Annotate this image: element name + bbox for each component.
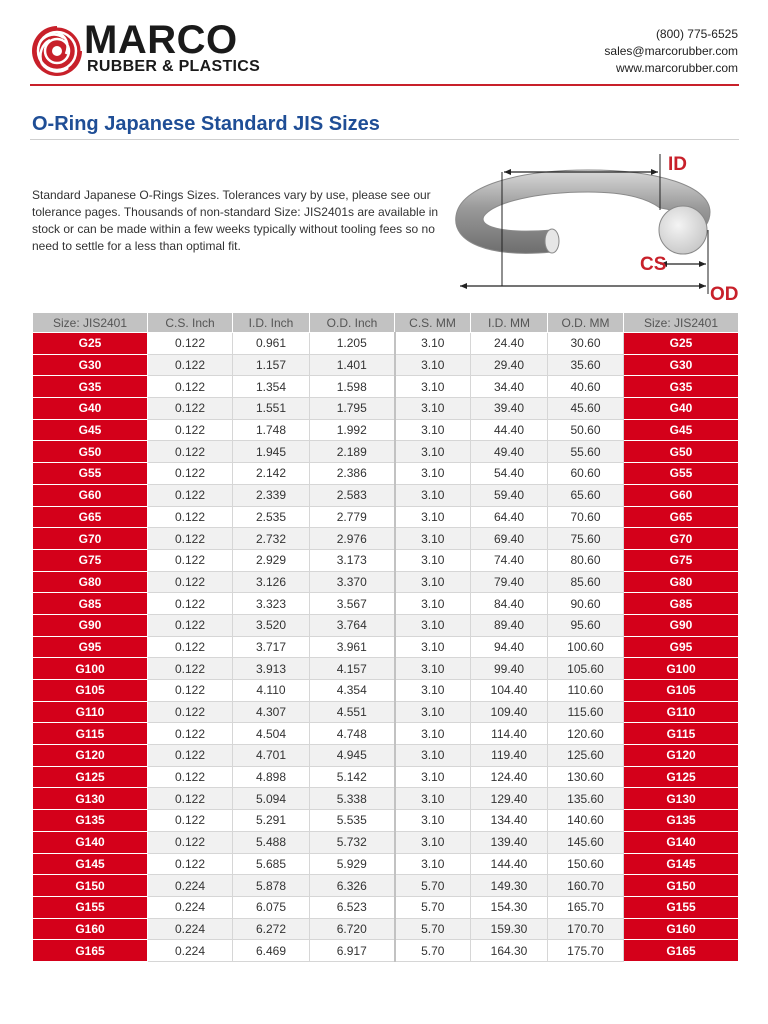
id-inch-cell: 4.504 [233,723,310,745]
jis-size-table-container [32,312,738,962]
od-mm-cell: 165.70 [548,896,624,918]
size-left-cell: G135 [33,810,148,832]
cs-mm-cell: 3.10 [395,398,471,420]
table-row [33,636,739,658]
cs-mm-cell: 3.10 [395,484,471,506]
cs-inch-cell: 0.122 [148,376,233,398]
size-left-cell: G45 [33,419,148,441]
od-mm-cell: 100.60 [548,636,624,658]
id-inch-cell: 0.961 [233,333,310,355]
cs-inch-cell: 0.122 [148,745,233,767]
id-inch-cell: 6.075 [233,896,310,918]
id-mm-cell: 94.40 [471,636,548,658]
id-inch-cell: 2.142 [233,463,310,485]
cs-inch-cell: 0.122 [148,506,233,528]
id-mm-cell: 64.40 [471,506,548,528]
size-left-cell: G145 [33,853,148,875]
table-row [33,788,739,810]
table-row [33,680,739,702]
od-inch-cell: 1.598 [310,376,395,398]
od-mm-cell: 35.60 [548,354,624,376]
cs-inch-cell: 0.122 [148,484,233,506]
id-mm-cell: 109.40 [471,701,548,723]
size-right-cell: G120 [624,745,739,767]
size-right-cell: G150 [624,875,739,897]
cs-inch-cell: 0.122 [148,463,233,485]
size-left-cell: G30 [33,354,148,376]
size-right-cell: G135 [624,810,739,832]
id-mm-cell: 44.40 [471,419,548,441]
cs-label: CS [640,254,667,275]
cs-mm-cell: 3.10 [395,571,471,593]
cs-mm-cell: 3.10 [395,506,471,528]
od-mm-cell: 110.60 [548,680,624,702]
cs-mm-cell: 3.10 [395,419,471,441]
size-left-cell: G165 [33,940,148,962]
header-size-left: Size: JIS2401 [33,313,148,333]
table-row [33,484,739,506]
size-right-cell: G85 [624,593,739,615]
o-ring-cut-face-left [545,229,559,253]
table-row [33,463,739,485]
table-row [33,441,739,463]
header [30,20,740,86]
cs-inch-cell: 0.224 [148,875,233,897]
cs-mm-cell: 3.10 [395,658,471,680]
cs-inch-cell: 0.122 [148,441,233,463]
od-mm-cell: 85.60 [548,571,624,593]
table-row [33,571,739,593]
contact-email[interactable]: sales@marcorubber.com [604,44,738,58]
od-mm-cell: 135.60 [548,788,624,810]
od-inch-cell: 6.917 [310,940,395,962]
od-inch-cell: 1.205 [310,333,395,355]
header-od-mm: O.D. MM [548,313,624,333]
id-inch-cell: 2.929 [233,549,310,571]
id-inch-cell: 3.520 [233,614,310,636]
id-inch-cell: 5.094 [233,788,310,810]
cs-inch-cell: 0.122 [148,658,233,680]
table-row [33,940,739,962]
od-mm-cell: 115.60 [548,701,624,723]
header-size-right: Size: JIS2401 [624,313,739,333]
size-left-cell: G40 [33,398,148,420]
id-mm-cell: 104.40 [471,680,548,702]
size-right-cell: G60 [624,484,739,506]
size-right-cell: G100 [624,658,739,680]
header-od-inch: O.D. Inch [310,313,395,333]
od-mm-cell: 150.60 [548,853,624,875]
id-mm-cell: 144.40 [471,853,548,875]
cs-inch-cell: 0.122 [148,549,233,571]
cs-inch-cell: 0.122 [148,680,233,702]
size-left-cell: G50 [33,441,148,463]
size-left-cell: G110 [33,701,148,723]
size-left-cell: G155 [33,896,148,918]
od-inch-cell: 2.189 [310,441,395,463]
cs-mm-cell: 5.70 [395,875,471,897]
od-mm-cell: 70.60 [548,506,624,528]
size-left-cell: G130 [33,788,148,810]
size-left-cell: G150 [33,875,148,897]
od-mm-cell: 160.70 [548,875,624,897]
size-right-cell: G70 [624,528,739,550]
table-row [33,658,739,680]
size-right-cell: G50 [624,441,739,463]
id-mm-cell: 89.40 [471,614,548,636]
marco-logo-mark-icon [30,24,84,78]
od-inch-cell: 2.976 [310,528,395,550]
od-mm-cell: 125.60 [548,745,624,767]
id-inch-cell: 1.945 [233,441,310,463]
od-mm-cell: 75.60 [548,528,624,550]
size-right-cell: G140 [624,831,739,853]
size-right-cell: G110 [624,701,739,723]
o-ring-diagram [448,150,740,302]
table-row [33,333,739,355]
contact-website[interactable]: www.marcorubber.com [615,61,738,75]
id-inch-cell: 1.157 [233,354,310,376]
id-inch-cell: 2.732 [233,528,310,550]
id-mm-cell: 139.40 [471,831,548,853]
header-divider [30,84,739,86]
size-left-cell: G90 [33,614,148,636]
id-inch-cell: 3.913 [233,658,310,680]
od-inch-cell: 2.386 [310,463,395,485]
od-inch-cell: 6.523 [310,896,395,918]
od-mm-cell: 130.60 [548,766,624,788]
table-header-row [33,313,739,333]
size-right-cell: G155 [624,896,739,918]
cs-mm-cell: 3.10 [395,766,471,788]
id-mm-cell: 119.40 [471,745,548,767]
id-inch-cell: 2.535 [233,506,310,528]
od-inch-cell: 3.961 [310,636,395,658]
id-mm-cell: 79.40 [471,571,548,593]
size-right-cell: G30 [624,354,739,376]
header-cs-inch: C.S. Inch [148,313,233,333]
table-row [33,593,739,615]
size-left-cell: G105 [33,680,148,702]
cs-mm-cell: 3.10 [395,745,471,767]
id-mm-cell: 134.40 [471,810,548,832]
table-row [33,528,739,550]
table-row [33,766,739,788]
id-inch-cell: 4.110 [233,680,310,702]
header-cs-mm: C.S. MM [395,313,471,333]
size-right-cell: G95 [624,636,739,658]
od-mm-cell: 170.70 [548,918,624,940]
cs-inch-cell: 0.122 [148,788,233,810]
od-inch-cell: 5.732 [310,831,395,853]
size-left-cell: G115 [33,723,148,745]
od-inch-cell: 3.173 [310,549,395,571]
od-mm-cell: 30.60 [548,333,624,355]
od-inch-cell: 3.764 [310,614,395,636]
table-row [33,419,739,441]
table-row [33,354,739,376]
size-right-cell: G65 [624,506,739,528]
table-row [33,831,739,853]
o-ring-cross-section [659,206,707,254]
cs-inch-cell: 0.122 [148,419,233,441]
id-inch-cell: 2.339 [233,484,310,506]
od-mm-cell: 105.60 [548,658,624,680]
od-mm-cell: 50.60 [548,419,624,441]
cs-mm-cell: 3.10 [395,680,471,702]
size-right-cell: G160 [624,918,739,940]
cs-mm-cell: 3.10 [395,810,471,832]
size-left-cell: G70 [33,528,148,550]
od-inch-cell: 1.992 [310,419,395,441]
id-label: ID [668,154,687,175]
od-mm-cell: 65.60 [548,484,624,506]
id-mm-cell: 54.40 [471,463,548,485]
title-divider [30,139,739,140]
contact-block [604,26,738,77]
size-left-cell: G160 [33,918,148,940]
table-row [33,896,739,918]
cs-mm-cell: 3.10 [395,593,471,615]
cs-mm-cell: 3.10 [395,701,471,723]
size-right-cell: G130 [624,788,739,810]
cs-mm-cell: 3.10 [395,788,471,810]
table-row [33,723,739,745]
table-row [33,398,739,420]
od-inch-cell: 6.720 [310,918,395,940]
cs-inch-cell: 0.122 [148,723,233,745]
brand-name: MARCO [84,18,238,62]
cs-inch-cell: 0.122 [148,333,233,355]
id-mm-cell: 159.30 [471,918,548,940]
id-mm-cell: 129.40 [471,788,548,810]
od-inch-cell: 1.401 [310,354,395,376]
size-left-cell: G140 [33,831,148,853]
id-mm-cell: 99.40 [471,658,548,680]
cs-inch-cell: 0.122 [148,831,233,853]
id-inch-cell: 5.291 [233,810,310,832]
cs-mm-cell: 3.10 [395,528,471,550]
table-row [33,810,739,832]
id-inch-cell: 3.126 [233,571,310,593]
id-mm-cell: 29.40 [471,354,548,376]
table-row [33,376,739,398]
size-right-cell: G75 [624,549,739,571]
id-mm-cell: 84.40 [471,593,548,615]
od-inch-cell: 4.157 [310,658,395,680]
id-mm-cell: 164.30 [471,940,548,962]
cs-inch-cell: 0.122 [148,398,233,420]
id-inch-cell: 5.685 [233,853,310,875]
size-left-cell: G60 [33,484,148,506]
table-row [33,506,739,528]
cs-inch-cell: 0.122 [148,636,233,658]
id-inch-cell: 4.898 [233,766,310,788]
id-mm-cell: 34.40 [471,376,548,398]
od-inch-cell: 2.583 [310,484,395,506]
id-mm-cell: 154.30 [471,896,548,918]
size-left-cell: G125 [33,766,148,788]
od-inch-cell: 5.535 [310,810,395,832]
cs-inch-cell: 0.122 [148,571,233,593]
cs-mm-cell: 5.70 [395,918,471,940]
size-right-cell: G45 [624,419,739,441]
cs-inch-cell: 0.122 [148,354,233,376]
size-left-cell: G25 [33,333,148,355]
id-inch-cell: 5.878 [233,875,310,897]
jis-size-table [32,312,739,962]
size-right-cell: G115 [624,723,739,745]
id-inch-cell: 3.717 [233,636,310,658]
od-mm-cell: 60.60 [548,463,624,485]
size-right-cell: G35 [624,376,739,398]
id-inch-cell: 6.469 [233,940,310,962]
id-inch-cell: 1.354 [233,376,310,398]
cs-mm-cell: 3.10 [395,463,471,485]
table-row [33,918,739,940]
size-left-cell: G75 [33,549,148,571]
table-row [33,614,739,636]
id-mm-cell: 59.40 [471,484,548,506]
id-inch-cell: 6.272 [233,918,310,940]
od-inch-cell: 4.551 [310,701,395,723]
od-inch-cell: 3.370 [310,571,395,593]
table-body [33,333,739,962]
size-right-cell: G80 [624,571,739,593]
cs-mm-cell: 3.10 [395,723,471,745]
id-inch-cell: 4.701 [233,745,310,767]
od-inch-cell: 4.945 [310,745,395,767]
id-mm-cell: 49.40 [471,441,548,463]
marco-logo [30,20,290,80]
size-right-cell: G55 [624,463,739,485]
brand-subtitle: RUBBER & PLASTICS [87,58,261,75]
table-row [33,745,739,767]
size-right-cell: G90 [624,614,739,636]
id-mm-cell: 24.40 [471,333,548,355]
cs-inch-cell: 0.122 [148,614,233,636]
cs-inch-cell: 0.224 [148,940,233,962]
id-mm-cell: 114.40 [471,723,548,745]
cs-inch-cell: 0.122 [148,810,233,832]
contact-phone[interactable]: (800) 775-6525 [655,27,738,41]
od-inch-cell: 5.929 [310,853,395,875]
od-label: OD [710,284,739,302]
id-mm-cell: 39.40 [471,398,548,420]
cs-inch-cell: 0.122 [148,593,233,615]
header-id-inch: I.D. Inch [233,313,310,333]
cs-mm-cell: 3.10 [395,636,471,658]
cs-mm-cell: 3.10 [395,614,471,636]
cs-mm-cell: 3.10 [395,354,471,376]
od-inch-cell: 1.795 [310,398,395,420]
page-title: O-Ring Japanese Standard JIS Sizes [32,113,380,135]
cs-mm-cell: 5.70 [395,896,471,918]
od-mm-cell: 55.60 [548,441,624,463]
id-inch-cell: 5.488 [233,831,310,853]
size-left-cell: G80 [33,571,148,593]
size-right-cell: G165 [624,940,739,962]
cs-inch-cell: 0.122 [148,701,233,723]
table-row [33,701,739,723]
od-inch-cell: 6.326 [310,875,395,897]
size-left-cell: G120 [33,745,148,767]
od-inch-cell: 3.567 [310,593,395,615]
id-inch-cell: 4.307 [233,701,310,723]
od-mm-cell: 90.60 [548,593,624,615]
id-inch-cell: 3.323 [233,593,310,615]
size-left-cell: G95 [33,636,148,658]
id-inch-cell: 1.551 [233,398,310,420]
od-mm-cell: 45.60 [548,398,624,420]
cs-inch-cell: 0.122 [148,766,233,788]
od-inch-cell: 2.779 [310,506,395,528]
size-left-cell: G55 [33,463,148,485]
size-right-cell: G145 [624,853,739,875]
cs-mm-cell: 3.10 [395,376,471,398]
id-inch-cell: 1.748 [233,419,310,441]
cs-mm-cell: 3.10 [395,853,471,875]
od-mm-cell: 80.60 [548,549,624,571]
size-left-cell: G100 [33,658,148,680]
cs-mm-cell: 5.70 [395,940,471,962]
size-left-cell: G35 [33,376,148,398]
id-mm-cell: 74.40 [471,549,548,571]
table-row [33,875,739,897]
size-right-cell: G105 [624,680,739,702]
cs-inch-cell: 0.122 [148,853,233,875]
header-id-mm: I.D. MM [471,313,548,333]
od-mm-cell: 145.60 [548,831,624,853]
size-right-cell: G125 [624,766,739,788]
od-inch-cell: 5.142 [310,766,395,788]
od-mm-cell: 40.60 [548,376,624,398]
od-mm-cell: 120.60 [548,723,624,745]
table-row [33,853,739,875]
size-left-cell: G85 [33,593,148,615]
cs-inch-cell: 0.224 [148,896,233,918]
od-inch-cell: 4.748 [310,723,395,745]
od-mm-cell: 95.60 [548,614,624,636]
size-left-cell: G65 [33,506,148,528]
od-inch-cell: 4.354 [310,680,395,702]
id-mm-cell: 69.40 [471,528,548,550]
cs-inch-cell: 0.122 [148,528,233,550]
table-row [33,549,739,571]
od-mm-cell: 175.70 [548,940,624,962]
od-inch-cell: 5.338 [310,788,395,810]
cs-mm-cell: 3.10 [395,549,471,571]
cs-mm-cell: 3.10 [395,831,471,853]
cs-mm-cell: 3.10 [395,333,471,355]
size-right-cell: G25 [624,333,739,355]
id-mm-cell: 124.40 [471,766,548,788]
id-mm-cell: 149.30 [471,875,548,897]
cs-inch-cell: 0.224 [148,918,233,940]
od-mm-cell: 140.60 [548,810,624,832]
cs-mm-cell: 3.10 [395,441,471,463]
intro-paragraph: Standard Japanese O-Rings Sizes. Tolerances vary by use, please see our tolerance pages. Thousands of non-standard Size: JIS2401s are available in stock or can be made within a few weeks typically without tooling fees so no need to settle for a less than optimal fit. [32,188,439,253]
size-right-cell: G40 [624,398,739,420]
